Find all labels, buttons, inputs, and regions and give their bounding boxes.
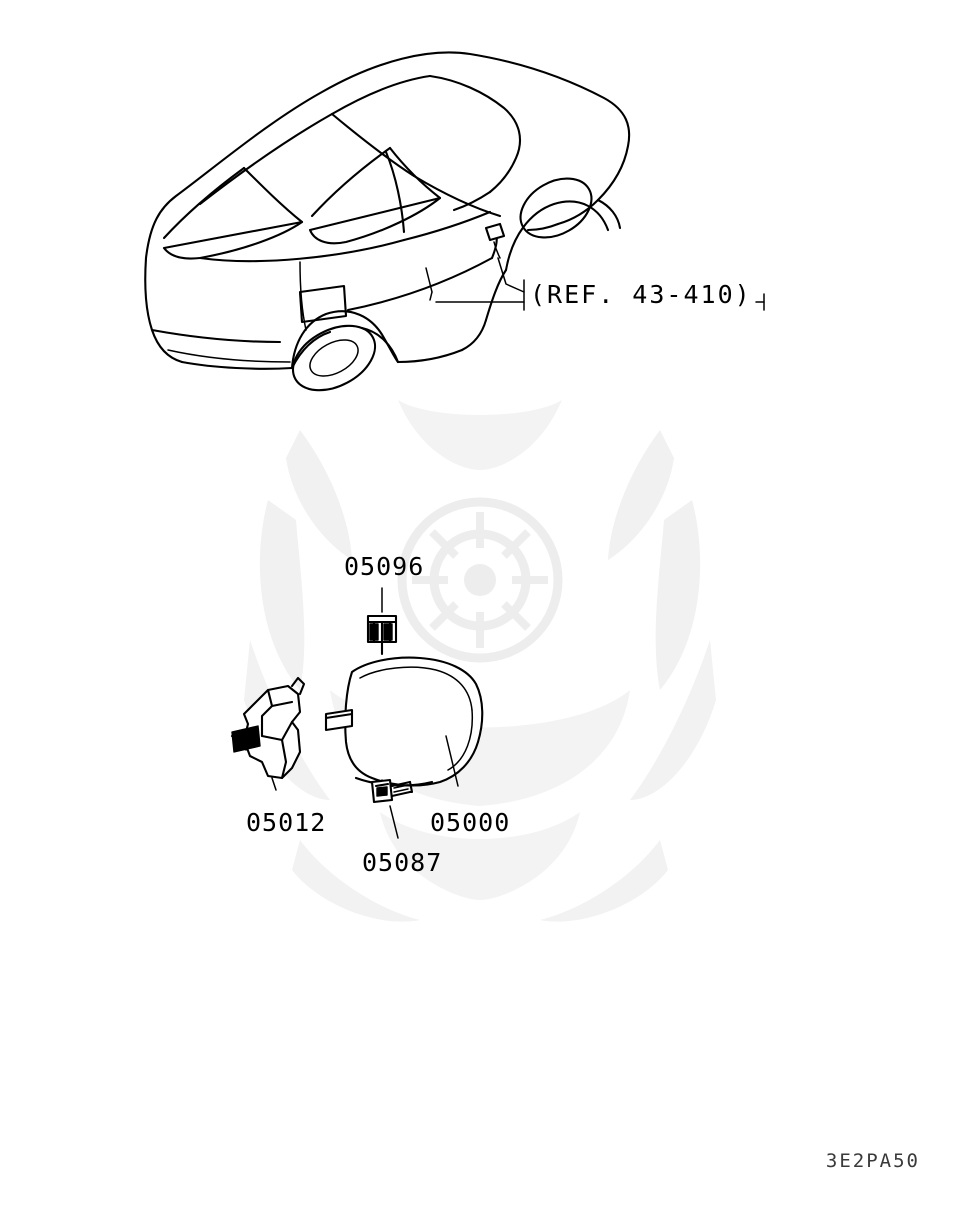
part-label-05012: 05012 bbox=[246, 808, 327, 837]
part-05000-fuel-filler-lid bbox=[326, 658, 482, 790]
part-05012-hinge-bracket bbox=[232, 678, 304, 790]
part-label-05087: 05087 bbox=[362, 848, 443, 877]
part-label-05096: 05096 bbox=[344, 552, 425, 581]
sheet-code-label: 3E2PA50 bbox=[825, 1150, 920, 1172]
reference-callout-label: (REF. 43-410) bbox=[530, 280, 752, 309]
part-label-05000: 05000 bbox=[430, 808, 511, 837]
part-05087-screw bbox=[372, 780, 412, 838]
part-05096-clip bbox=[368, 588, 396, 654]
